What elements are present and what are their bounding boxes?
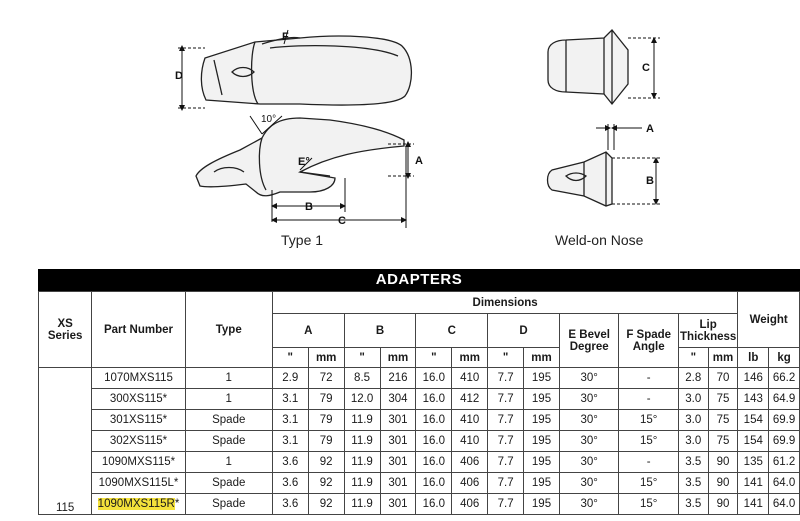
header-xs-series: XS Series bbox=[39, 292, 92, 368]
value-cell-a-mm: 92 bbox=[308, 452, 344, 473]
label-A: A bbox=[415, 155, 423, 167]
unit-mm: mm bbox=[708, 348, 738, 368]
value-cell-b-mm: 301 bbox=[380, 431, 416, 452]
value-cell-kg: 61.2 bbox=[769, 452, 800, 473]
value-cell-a-mm: 79 bbox=[308, 389, 344, 410]
value-cell-c-in: 16.0 bbox=[416, 431, 452, 452]
value-cell-kg: 64.0 bbox=[769, 473, 800, 494]
value-cell-lip-in: 2.8 bbox=[678, 368, 708, 389]
table-row bbox=[39, 473, 800, 494]
value-cell-e: 30° bbox=[559, 452, 618, 473]
value-cell-lip-in: 3.0 bbox=[678, 410, 708, 431]
type-cell: Spade bbox=[185, 410, 272, 431]
header-f-spade: F Spade Angle bbox=[619, 314, 678, 368]
value-cell-b-mm: 304 bbox=[380, 389, 416, 410]
header-dimensions: Dimensions bbox=[272, 292, 738, 314]
nose-label-A: A bbox=[646, 123, 654, 135]
value-cell-lb: 141 bbox=[738, 473, 769, 494]
value-cell-a-mm: 72 bbox=[308, 368, 344, 389]
value-cell-a-mm: 92 bbox=[308, 473, 344, 494]
value-cell-lip-mm: 75 bbox=[708, 410, 738, 431]
value-cell-b-mm: 301 bbox=[380, 452, 416, 473]
table-row bbox=[39, 452, 800, 473]
adapters-banner: ADAPTERS bbox=[38, 269, 800, 291]
label-10-degree: 10° bbox=[261, 114, 277, 125]
value-cell-lip-mm: 90 bbox=[708, 452, 738, 473]
part-number-text: 302XS115* bbox=[109, 435, 168, 447]
part-number-text: 301XS115* bbox=[109, 414, 168, 426]
weldon-nose-side-view bbox=[548, 152, 613, 206]
value-cell-c-mm: 410 bbox=[452, 410, 488, 431]
adapters-table-body bbox=[39, 368, 800, 515]
header-b: B bbox=[344, 314, 416, 348]
value-cell-b-in: 11.9 bbox=[344, 410, 380, 431]
weldon-caption: Weld-on Nose bbox=[555, 232, 644, 248]
header-c: C bbox=[416, 314, 488, 348]
value-cell-c-mm: 406 bbox=[452, 494, 488, 515]
value-cell-d-mm: 195 bbox=[524, 389, 560, 410]
value-cell-e: 30° bbox=[559, 431, 618, 452]
value-cell-c-mm: 406 bbox=[452, 452, 488, 473]
value-cell-e: 30° bbox=[559, 494, 618, 515]
value-cell-lip-mm: 70 bbox=[708, 368, 738, 389]
part-number-text: 1090MXS115R bbox=[97, 498, 175, 510]
part-number-text: 1070MXS115 bbox=[104, 372, 173, 384]
value-cell-a-in: 3.6 bbox=[272, 473, 308, 494]
value-cell-lip-in: 3.5 bbox=[678, 452, 708, 473]
part-number-cell bbox=[92, 452, 185, 473]
part-number-cell bbox=[92, 494, 185, 515]
value-cell-f: - bbox=[619, 389, 678, 410]
value-cell-c-in: 16.0 bbox=[416, 368, 452, 389]
part-number-cell bbox=[92, 431, 185, 452]
value-cell-a-mm: 79 bbox=[308, 410, 344, 431]
value-cell-lip-mm: 90 bbox=[708, 473, 738, 494]
type1-caption: Type 1 bbox=[281, 232, 324, 248]
value-cell-d-in: 7.7 bbox=[488, 389, 524, 410]
part-number-cell bbox=[92, 368, 185, 389]
value-cell-a-in: 3.1 bbox=[272, 431, 308, 452]
value-cell-a-in: 3.1 bbox=[272, 410, 308, 431]
table-row bbox=[39, 431, 800, 452]
value-cell-d-in: 7.7 bbox=[488, 473, 524, 494]
value-cell-d-in: 7.7 bbox=[488, 431, 524, 452]
label-C: C bbox=[338, 215, 346, 227]
table-row bbox=[39, 368, 800, 389]
value-cell-f: 15° bbox=[619, 494, 678, 515]
value-cell-f: - bbox=[619, 368, 678, 389]
value-cell-b-mm: 301 bbox=[380, 494, 416, 515]
value-cell-b-mm: 301 bbox=[380, 410, 416, 431]
unit-inch: " bbox=[344, 348, 380, 368]
value-cell-lb: 154 bbox=[738, 431, 769, 452]
value-cell-lip-mm: 90 bbox=[708, 494, 738, 515]
value-cell-lip-in: 3.5 bbox=[678, 494, 708, 515]
value-cell-c-mm: 406 bbox=[452, 473, 488, 494]
value-cell-lb: 135 bbox=[738, 452, 769, 473]
value-cell-d-in: 7.7 bbox=[488, 452, 524, 473]
label-E: E° bbox=[298, 156, 310, 168]
value-cell-b-in: 8.5 bbox=[344, 368, 380, 389]
part-number-text: 300XS115* bbox=[109, 393, 168, 405]
value-cell-lip-in: 3.5 bbox=[678, 473, 708, 494]
label-F: F bbox=[282, 31, 289, 43]
type-cell: Spade bbox=[185, 473, 272, 494]
part-number-cell bbox=[92, 473, 185, 494]
weldon-nose-top-view bbox=[548, 30, 628, 104]
value-cell-e: 30° bbox=[559, 410, 618, 431]
value-cell-c-mm: 410 bbox=[452, 431, 488, 452]
value-cell-b-in: 11.9 bbox=[344, 494, 380, 515]
part-number-suffix: * bbox=[174, 498, 180, 510]
value-cell-d-in: 7.7 bbox=[488, 368, 524, 389]
label-D: D bbox=[175, 70, 183, 82]
value-cell-lip-mm: 75 bbox=[708, 431, 738, 452]
header-part-number: Part Number bbox=[92, 292, 185, 368]
value-cell-b-in: 11.9 bbox=[344, 452, 380, 473]
value-cell-d-in: 7.7 bbox=[488, 410, 524, 431]
value-cell-d-mm: 195 bbox=[524, 431, 560, 452]
unit-mm: mm bbox=[524, 348, 560, 368]
value-cell-a-in: 3.6 bbox=[272, 452, 308, 473]
value-cell-f: 15° bbox=[619, 473, 678, 494]
nose-label-B: B bbox=[646, 175, 654, 187]
type-cell: Spade bbox=[185, 431, 272, 452]
value-cell-b-in: 11.9 bbox=[344, 473, 380, 494]
value-cell-kg: 69.9 bbox=[769, 431, 800, 452]
unit-inch: " bbox=[488, 348, 524, 368]
value-cell-lb: 154 bbox=[738, 410, 769, 431]
value-cell-kg: 69.9 bbox=[769, 410, 800, 431]
value-cell-a-in: 3.1 bbox=[272, 389, 308, 410]
unit-mm: mm bbox=[452, 348, 488, 368]
part-number-text: 1090MXS115L* bbox=[98, 477, 179, 489]
value-cell-e: 30° bbox=[559, 368, 618, 389]
value-cell-c-in: 16.0 bbox=[416, 389, 452, 410]
series-cell: 115 bbox=[39, 368, 92, 515]
header-d: D bbox=[488, 314, 560, 348]
type-cell: 1 bbox=[185, 389, 272, 410]
unit-inch: " bbox=[416, 348, 452, 368]
part-number-cell bbox=[92, 389, 185, 410]
unit-kg: kg bbox=[769, 348, 800, 368]
adapters-table bbox=[38, 291, 800, 515]
value-cell-b-in: 12.0 bbox=[344, 389, 380, 410]
value-cell-a-mm: 92 bbox=[308, 494, 344, 515]
part-number-text: 1090MXS115* bbox=[101, 456, 176, 468]
value-cell-b-mm: 216 bbox=[380, 368, 416, 389]
header-e-bevel: E Bevel Degree bbox=[559, 314, 618, 368]
value-cell-kg: 64.0 bbox=[769, 494, 800, 515]
type1-top-view bbox=[201, 36, 411, 105]
value-cell-b-mm: 301 bbox=[380, 473, 416, 494]
unit-inch: " bbox=[272, 348, 308, 368]
value-cell-c-in: 16.0 bbox=[416, 494, 452, 515]
type-cell: 1 bbox=[185, 368, 272, 389]
value-cell-e: 30° bbox=[559, 389, 618, 410]
value-cell-f: 15° bbox=[619, 410, 678, 431]
value-cell-d-mm: 195 bbox=[524, 494, 560, 515]
header-a: A bbox=[272, 314, 344, 348]
value-cell-kg: 66.2 bbox=[769, 368, 800, 389]
header-weight: Weight bbox=[738, 292, 800, 348]
value-cell-c-in: 16.0 bbox=[416, 410, 452, 431]
value-cell-c-mm: 410 bbox=[452, 368, 488, 389]
value-cell-d-in: 7.7 bbox=[488, 494, 524, 515]
unit-inch: " bbox=[678, 348, 708, 368]
value-cell-d-mm: 195 bbox=[524, 368, 560, 389]
value-cell-c-in: 16.0 bbox=[416, 473, 452, 494]
value-cell-f: - bbox=[619, 452, 678, 473]
type-cell: Spade bbox=[185, 494, 272, 515]
unit-mm: mm bbox=[380, 348, 416, 368]
nose-label-C: C bbox=[642, 62, 650, 74]
value-cell-b-in: 11.9 bbox=[344, 431, 380, 452]
value-cell-lip-in: 3.0 bbox=[678, 431, 708, 452]
value-cell-f: 15° bbox=[619, 431, 678, 452]
header-type: Type bbox=[185, 292, 272, 368]
value-cell-a-in: 2.9 bbox=[272, 368, 308, 389]
value-cell-d-mm: 195 bbox=[524, 452, 560, 473]
value-cell-a-mm: 79 bbox=[308, 431, 344, 452]
value-cell-lb: 143 bbox=[738, 389, 769, 410]
unit-mm: mm bbox=[308, 348, 344, 368]
value-cell-lip-in: 3.0 bbox=[678, 389, 708, 410]
header-lip-thickness: Lip Thickness bbox=[678, 314, 737, 348]
value-cell-c-in: 16.0 bbox=[416, 452, 452, 473]
unit-lb: lb bbox=[738, 348, 769, 368]
value-cell-e: 30° bbox=[559, 473, 618, 494]
value-cell-d-mm: 195 bbox=[524, 473, 560, 494]
label-B: B bbox=[305, 201, 313, 213]
value-cell-a-in: 3.6 bbox=[272, 494, 308, 515]
table-row bbox=[39, 389, 800, 410]
table-row bbox=[39, 410, 800, 431]
type-cell: 1 bbox=[185, 452, 272, 473]
value-cell-c-mm: 412 bbox=[452, 389, 488, 410]
table-row bbox=[39, 494, 800, 515]
value-cell-kg: 64.9 bbox=[769, 389, 800, 410]
value-cell-d-mm: 195 bbox=[524, 410, 560, 431]
part-number-cell bbox=[92, 410, 185, 431]
value-cell-lip-mm: 75 bbox=[708, 389, 738, 410]
value-cell-lb: 141 bbox=[738, 494, 769, 515]
value-cell-lb: 146 bbox=[738, 368, 769, 389]
